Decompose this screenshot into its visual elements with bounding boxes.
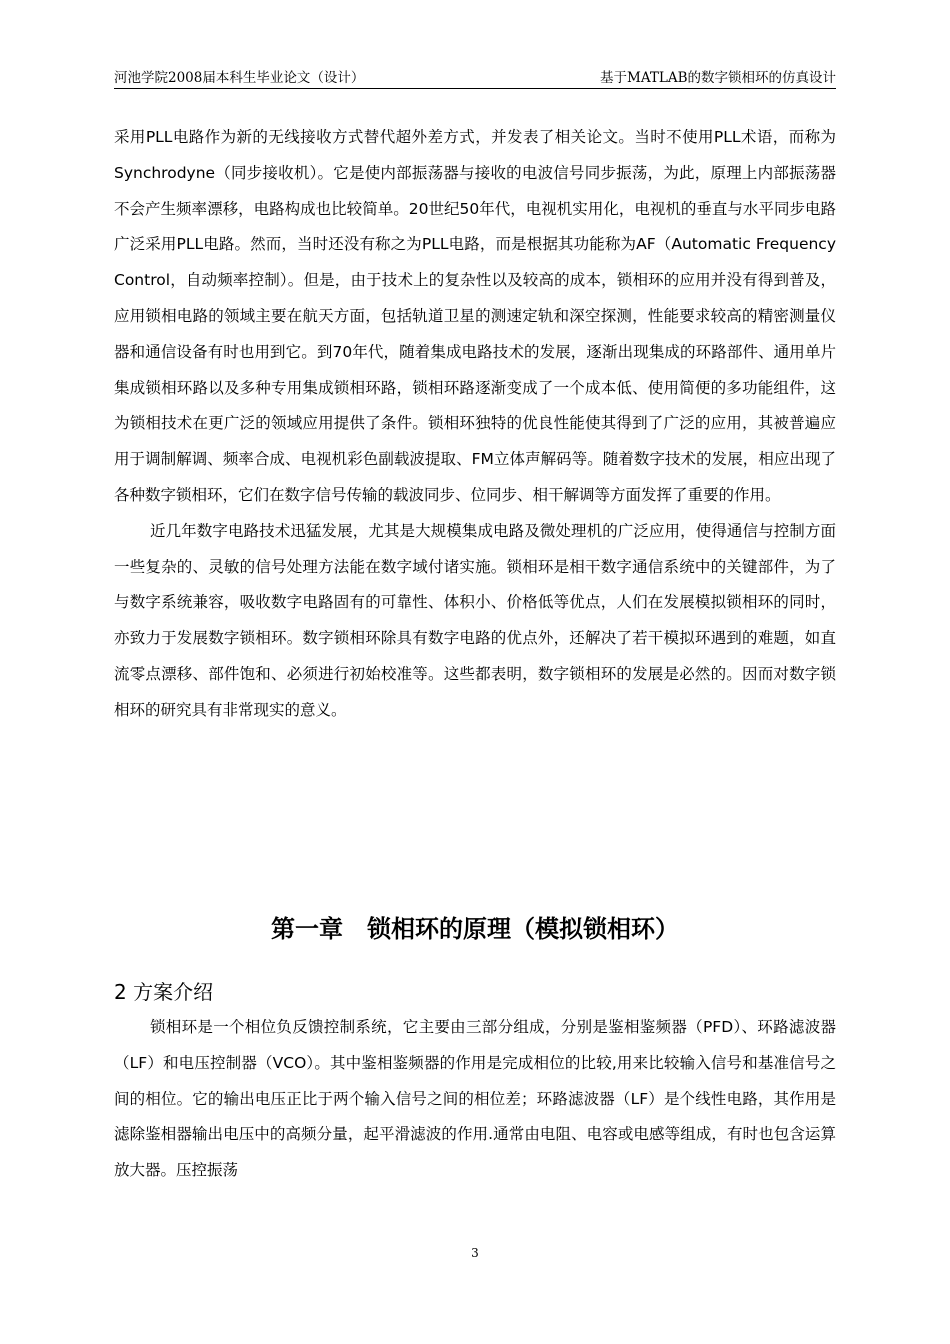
chapter-title: 第一章 锁相环的原理（模拟锁相环）: [271, 915, 679, 943]
paragraph-pll-components: 锁相环是一个相位负反馈控制系统，它主要由三部分组成，分别是鉴相鉴频器（PFD）、环路滤波器（LF）和电压控制器（VCO）。其中鉴相鉴频器的作用是完成相位的比较,用来比较输入信号和基准信号之间的相位。它的输出电压正比于两个输入信号之间的相位差；环路滤波器（LF）是个线性电路，其作用是滤除鉴相器输出电压中的高频分量，起平滑滤波的作用.通常由电阻、电容或电感等组成，有时也包含运算放大器。压控振荡: [114, 1018, 836, 1180]
header-thesis-title: 基于MATLAB的数字锁相环的仿真设计: [600, 70, 836, 86]
paragraph-digital-pll: 近几年数字电路技术迅猛发展，尤其是大规模集成电路及微处理机的广泛应用，使得通信与控制方面一些复杂的、灵敏的信号处理方法能在数字域付诸实施。锁相环是相干数字通信系统中的关键部件，为了与数字系统兼容，吸收数字电路固有的可靠性、体积小、价格低等优点，人们在发展模拟锁相环的同时，亦致力于发展数字锁相环。数字锁相环除具有数字电路的优点外，还解决了若干模拟环遇到的难题，如直流零点漂移、部件饱和、必须进行初始校准等。这些都表明，数字锁相环的发展是必然的。因而对数字锁相环的研究具有非常现实的意义。: [114, 521, 836, 719]
page-number: 3: [471, 1246, 479, 1260]
section-heading: 2 方案介绍: [114, 980, 214, 1004]
paragraph-pll-history: 采用PLL电路作为新的无线接收方式替代超外差方式，并发表了相关论文。当时不使用PLL术语，而称为Synchrodyne（同步接收机）。它是使内部振荡器与接收的电波信号同步振荡，为此，原理上内部振荡器不会产生频率漂移，电路构成也比较简单。20世纪50年代，电视机实用化，电视机的垂直与水平同步电路广泛采用PLL电路。然而，当时还没有称之为PLL电路，而是根据其功能称为AF（Automatic Frequency Control，自动频率控制）。但是，由于技术上的复杂性以及较高的成本，锁相环的应用并没有得到普及，应用锁相电路的领域主要在航天方面，包括轨道卫星的测速定轨和深空探测，性能要求较高的精密测量仪器和通信设备有时也用到它。到70年代，随着集成电路技术的发展，逐渐出现集成的环路部件、通用单片集成锁相环路以及多种专用集成锁相环路，锁相环路逐渐变成了一个成本低、使用简便的多功能组件，这为锁相技术在更广泛的领域应用提供了条件。锁相环独特的优良性能使其得到了广泛的应用，其被普遍应用于调制解调、频率合成、电视机彩色副载波提取、FM立体声解码等。随着数字技术的发展，相应出现了各种数字锁相环，它们在数字信号传输的载波同步、位同步、相干解调等方面发挥了重要的作用。: [114, 128, 836, 504]
body-text: [114, 120, 836, 729]
body-text-section: [114, 1010, 836, 1189]
running-header: [114, 64, 836, 89]
header-thesis-label: 河池学院2008届本科生毕业论文（设计）: [114, 70, 365, 86]
